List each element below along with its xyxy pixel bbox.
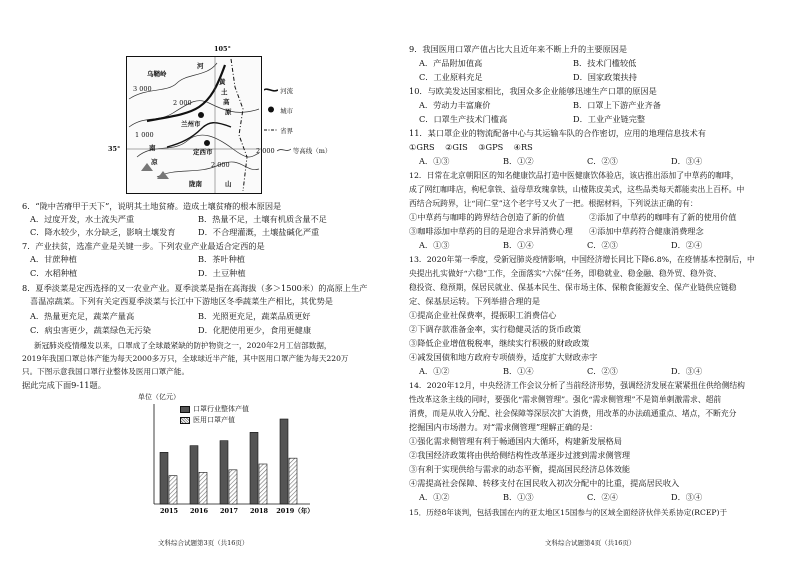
q14-option-a: A．①② [419, 492, 450, 502]
question-10-stem: 10．与欧美发达国家相比，我国众多企业能够迅速生产口罩的原因是 [409, 86, 657, 96]
q11-option-b: B．①② [503, 156, 534, 166]
question-12-line3: 西结合玩跨界，让“同仁堂”这个老字号又火了一把。根据材料，下列说法正确的有： [409, 199, 698, 208]
x-tick-label: 2019（年） [276, 507, 314, 515]
q6-option-c: C．降水较少，水分缺乏，影响土壤发育 [30, 227, 176, 237]
contour-value: 2 000 [173, 99, 192, 107]
question-12-line2: 成了网红咖啡店，枸杞拿铁、益母草玫瑰拿铁，山楂陈皮美式，这些品类每天都能卖出上百杯。中 [409, 185, 745, 194]
q11-statements: ①GRS ②GIS ③GPS ④RS [409, 142, 533, 152]
map-place-label: 定西市 [193, 148, 213, 156]
region-map [126, 56, 262, 194]
bar-medical-3 [259, 464, 267, 504]
question-15-line1: 15．历经8年谈判，包括我国在内的亚太地区15国参与的区域全面经济伙伴关系协定(RCEP)于 [409, 508, 728, 517]
intro-line-4: 据此完成下面9-11题。 [22, 380, 106, 390]
contour-line [157, 162, 259, 177]
q6-option-d: D．不合理灌溉，土壤盐碱化严重 [198, 227, 320, 237]
map-longitude-label: 105° [214, 45, 231, 53]
q10-option-c: C．口罩生产技术门槛高 [419, 114, 508, 124]
question-13-line1: 13．2020年第一季度，受新冠肺炎疫情影响，中国经济增长同比下降6.8%，在疫情基本控制后，中 [409, 255, 755, 264]
q13-option-b: B．①④ [503, 366, 534, 376]
map-legend-contour [256, 146, 331, 155]
legend-label-total: 口罩行业整体产值 [193, 405, 249, 413]
q10-option-d: D．工业产业链完整 [573, 114, 646, 124]
right-page [397, 0, 794, 561]
contour-value: 3 000 [133, 85, 152, 93]
map-legend-border [264, 126, 293, 135]
q13-option-d: D．③④ [671, 366, 703, 376]
map-place-label: 乌鞘岭 [147, 70, 167, 78]
q8-option-b: B．光照更充足，蔬菜品质更好 [198, 311, 311, 321]
q12-option-a: A．①③ [419, 240, 450, 250]
legend-contour-label: 等高线（m） [292, 147, 332, 155]
q14-statement-1: ①强化需求侧管理有利于畅通国内大循环，构建新发展格局 [409, 436, 622, 446]
x-tick-label: 2016 [189, 507, 209, 515]
map-place-label: 河 [197, 62, 204, 70]
q11-option-a: A．①③ [419, 156, 450, 166]
chart-y-unit: 单位（亿元） [138, 393, 180, 401]
q13-statement-3: ③降低企业增值税税率，继续实行积极的财政政策 [409, 338, 590, 348]
intro-line-3: 只。下图示意我国口罩行业整体及医用口罩产能。 [22, 367, 190, 376]
bar-total-0 [160, 452, 168, 504]
q14-option-d: D．③④ [671, 492, 703, 502]
question-14-line4: 挖掘国内市场潜力。对“需求侧管理”理解正确的是： [409, 422, 598, 432]
q7-option-b: B．茶叶种植 [198, 254, 245, 264]
question-13-line3: 稳投资、稳预期，保居民就业、保基本民生、保市场主体、保粮食能源安全、保产业链供应链稳 [409, 283, 737, 292]
question-14-line2: 性改革这条主线的同时，要强化“需求侧管理”。强化“需求侧管理”不是简单刺激需求、超前 [409, 395, 722, 404]
q10-option-b: B．口罩上下游产业齐备 [573, 100, 661, 110]
intro-line-1: 新冠肺炎疫情爆发以来，口罩成了全球最紧缺的防护物资之一，2020年2月工信部数据， [34, 341, 332, 350]
question-7-stem: 7．产业扶贫，选准产业是关键一步。下列农业产业最适合定西的是 [22, 241, 265, 251]
legend-label-medical: 医用口罩产值 [193, 416, 235, 424]
x-tick-label: 2015 [159, 507, 179, 515]
contour-value: 2 000 [211, 161, 230, 169]
q14-statement-4: ④需提高社会保障、转移支付在国民收入初次分配中的比重，提高居民收入 [409, 478, 680, 488]
legend-item-total [180, 404, 249, 414]
q7-option-d: D．土豆种植 [198, 268, 246, 278]
question-6-stem: 6．“陇中苦瘠甲于天下”，说明其土地贫瘠。造成土壤贫瘠的根本原因是 [22, 201, 282, 211]
legend-border-label: 省界 [280, 127, 294, 135]
map-place-label: 南 [149, 144, 156, 152]
q12-statement-4: ④添加中草药符合健康消费理念 [589, 226, 704, 236]
q8-option-a: A．热量更充足，蔬菜产量高 [30, 311, 135, 321]
legend-swatch-dark [180, 406, 190, 413]
question-13-line2: 央提出扎实做好“六稳”工作，全面落实“六保”任务，即稳就业、稳金融、稳外贸、稳外资、 [409, 269, 722, 278]
q6-option-a: A．过度开发，水土流失严重 [30, 214, 135, 224]
q14-option-b: B．①③ [503, 492, 534, 502]
province-border-line [231, 59, 247, 191]
river-legend-icon [264, 87, 278, 93]
q7-option-a: A．甘蔗种植 [30, 254, 77, 264]
left-page-footer: 文科综合试题第3页（共16页） [158, 539, 249, 547]
q13-option-a: A．①② [419, 366, 450, 376]
contour-value: 1 000 [135, 131, 154, 139]
map-place-label: 陇南 [189, 180, 202, 188]
bar-medical-4 [289, 458, 297, 504]
legend-river-label: 河流 [280, 87, 294, 95]
map-place-label: 高 [223, 98, 230, 106]
q6-option-b: B．热量不足，土壤有机质含量不足 [198, 214, 327, 224]
map-place-label: 兰州市 [181, 120, 201, 128]
map-place-label: 黄 [219, 78, 226, 86]
q13-statement-4: ④减发国债和地方政府专项债券，适度扩大财政赤字 [409, 352, 598, 362]
question-8-stem-line1: 8．夏季淡菜是定西选择的又一农业产业。夏季淡菜是指在高海拔（多＞1500米）的高原上生产 [22, 283, 368, 293]
q12-statement-2: ②添加了中草药的咖啡有了新的使用价值 [589, 212, 737, 222]
q12-statement-3: ③咖啡添加中草药的目的是迎合求异消费心理 [409, 226, 573, 236]
bar-medical-1 [199, 472, 207, 504]
map-place-label: 土 [221, 88, 228, 96]
city-marker-dingxi [204, 140, 210, 146]
x-tick-label: 2018 [249, 507, 269, 515]
legend-contour-value: 2 000 [256, 147, 275, 155]
city-marker-lanzhou [198, 112, 204, 118]
question-9-stem: 9．我国医用口罩产值占比大且近年来不断上升的主要原因是 [409, 44, 628, 54]
q8-option-c: C．病虫害更少，蔬菜绿色无污染 [30, 325, 151, 335]
q9-option-c: C．工业原料充足 [419, 72, 483, 82]
q14-statement-2: ②我国经济政策将由供给侧结构性改革逐步过渡到需求侧管理 [409, 450, 631, 460]
q12-option-d: D．②④ [671, 240, 703, 250]
mask-output-chart [138, 394, 318, 522]
contour-legend-icon [277, 147, 291, 153]
map-latitude-label: 35° [108, 145, 121, 153]
legend-swatch-hatched [180, 417, 190, 424]
x-tick-label: 2017 [219, 507, 239, 515]
q13-statement-1: ①提高企业社保费率，提振职工消费信心 [409, 310, 557, 320]
q14-statement-3: ③有利于实现供给与需求的动态平衡，提高国民经济总体效能 [409, 464, 631, 474]
q9-option-b: B．技术门槛较低 [573, 58, 637, 68]
map-legend-city [264, 106, 293, 115]
question-14-line1: 14．2020年12月，中央经济工作会议分析了当前经济形势，强调经济发展在紧紧扭住供给侧结构 [409, 381, 745, 390]
question-8-stem-line2: 喜温凉蔬菜。下列有关定西夏季淡菜与长江中下游地区冬季蔬菜生产相比，其优势是 [30, 296, 333, 306]
question-11-stem: 11．某口罩企业的物流配备中心与其运输车队的合作密切，应用的地理信息技术有 [409, 128, 706, 138]
question-13-line4: 定、保基层运转。下列举措合理的是 [409, 296, 541, 306]
map-legend-river [264, 86, 293, 95]
q11-option-d: D．③④ [671, 156, 703, 166]
q10-option-a: A．劳动力丰富廉价 [419, 100, 491, 110]
q13-option-c: C．②③ [587, 366, 618, 376]
border-legend-icon [264, 127, 278, 133]
q12-statement-1: ①中草药与咖啡的跨界结合创造了新的价值 [409, 212, 565, 222]
bar-medical-2 [229, 470, 237, 504]
q11-option-c: C．②③ [587, 156, 618, 166]
q13-statement-2: ②下调存款准备金率，实行稳健灵活的货币政策 [409, 324, 581, 334]
bar-total-3 [250, 432, 258, 504]
q8-option-d: D．化肥使用更少，食用更健康 [198, 325, 312, 335]
bar-total-4 [280, 419, 288, 504]
q12-option-b: B．①④ [503, 240, 534, 250]
legend-item-medical [180, 415, 235, 425]
question-12-line1: 12．日常在北京朝阳区的知名健康饮品打造中医健康饮体验店，该店推出添加了中草药的咖啡， [409, 171, 739, 180]
bar-medical-0 [169, 476, 177, 504]
intro-line-2: 2019年我国口罩总体产能为每天2000多万只，全球球近半产能，其中医用口罩产能为每天220万 [22, 354, 349, 363]
question-14-line3: 消费，而是从收入分配、社会保障等深层次扩大消费，用改革的办法疏通重点、堵点，不断充分 [409, 409, 737, 418]
bar-total-1 [190, 446, 198, 504]
right-page-footer: 文科综合试题第4页（共16页） [545, 539, 636, 547]
city-legend-icon [264, 106, 278, 113]
bar-total-2 [220, 441, 228, 504]
q12-option-c: C．②③ [587, 240, 618, 250]
map-place-label: 凉 [151, 158, 158, 166]
q9-option-a: A．产品附加值高 [419, 58, 483, 68]
q9-option-d: D．国家政策扶持 [573, 72, 637, 82]
map-place-label: 山 [225, 180, 232, 188]
q14-option-c: C．②④ [587, 492, 618, 502]
legend-city-label: 城市 [280, 107, 294, 115]
map-place-label: 原 [225, 108, 232, 116]
q7-option-c: C．水稻种植 [30, 268, 78, 278]
